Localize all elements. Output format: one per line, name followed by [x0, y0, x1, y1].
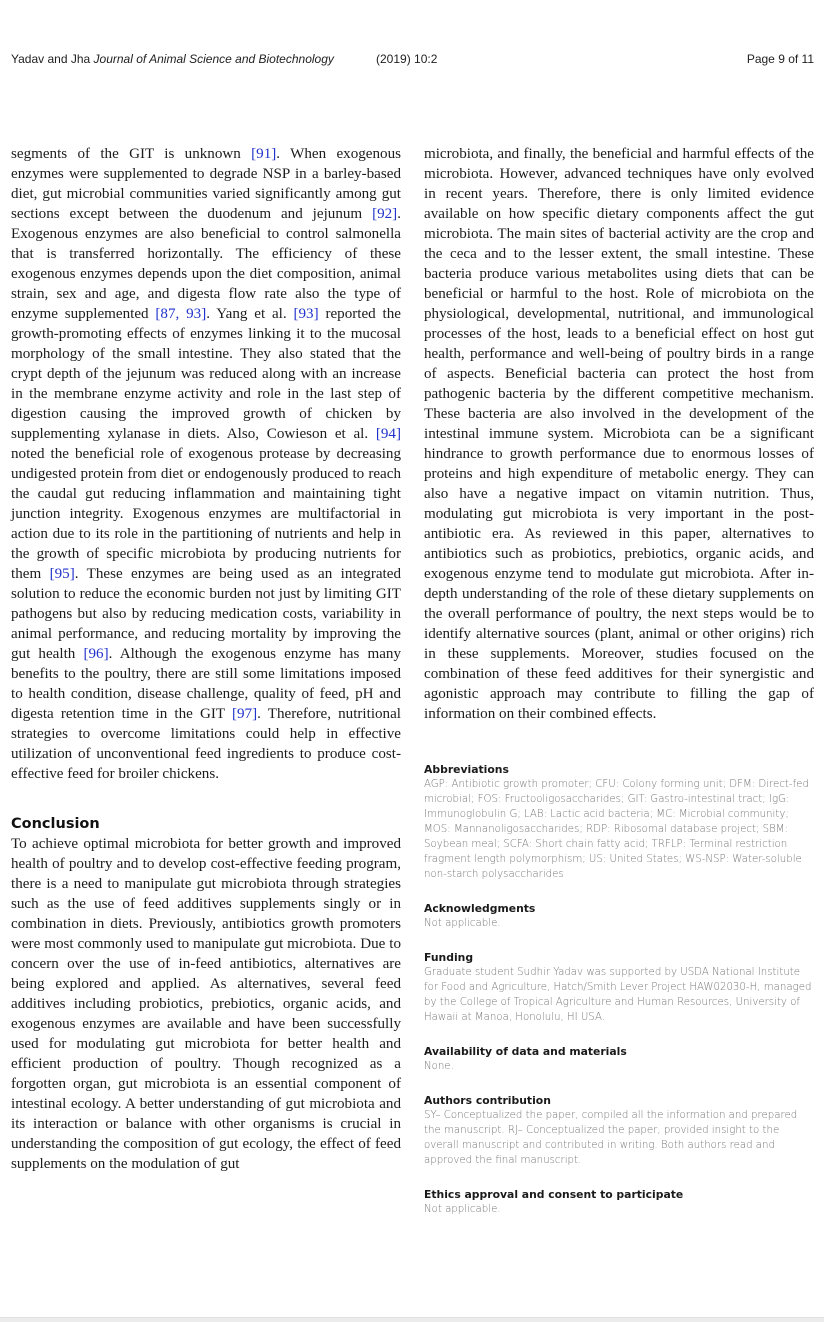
- abbreviations-text: AGP: Antibiotic growth promoter; CFU: Colony forming unit; DFM: Direct-fed microbial; FOS: Fructooligosaccharides; GIT: Gastro-intestinal tract; IgG: Immunoglobulin G; LAB: Lactic acid bacteria; MC: Microbial community; MOS: Mannanoligosaccharides; RDP: Ribosomal database project; SBM: Soybean meal; SCFA: Short chain fatty acid; TRFLP: Terminal restriction fragment length polymorphism; US: United States; WS-NSP: Water-soluble non-starch polysaccharides: [424, 779, 809, 880]
- authors-contribution-text: SY– Conceptualized the paper, compiled all the information and prepared the manuscript. RJ– Conceptualized the paper, provided insight to the overall manuscript and contributed in writing. Both authors read and approved the final manuscript.: [424, 1110, 798, 1166]
- citation-link[interactable]: [93]: [293, 306, 319, 322]
- acknowledgments-text: Not applicable.: [424, 918, 501, 929]
- conclusion-paragraph-continued: microbiota, and finally, the beneficial and harmful effects of the microbiota. However, advanced techniques have only evolved in recent years. Therefore, there is only limited evidence available on how specific dietary components affect the gut microbiota. The main sites of bacterial activity are the crop and the ceca and to the lesser extent, the small intestine. These bacteria produce various metabolites using diets that can be beneficial or harmful to the host. Role of microbiota on the physiological, developmental, nutritional, and immunological processes of the host, leads to a beneficial effect on host gut health, performance and well-being of poultry birds in a range of aspects. Beneficial bacteria can protect the host from pathogenic bacteria by the different competitive mechanism. These bacteria are also involved in the development of the intestinal immune system. Microbiota can be a significant hindrance to growth performance due to enormous losses of proteins and high expenditure of metabolic energy. They can also have a negative impact on vitamin nutrition. Thus, modulating gut microbiota is very important in the post-antibiotic era. As reviewed in this paper, alternatives to antibiotics such as probiotics, prebiotics, organic acids, and exogenous enzyme tend to modulate gut microbiota. After in-depth understanding of the role of these dietary supplements on the overall performance of poultry, the next steps would be to identify alternative sources (plant, animal or other origins) rich in these supplements. Moreover, studies focused on the combination of these feed additives for their synergistic and agonistic approach may contribute to filling the gap of information on their combined effects.: [424, 146, 814, 722]
- ethics-heading: Ethics approval and consent to participate: [424, 1188, 684, 1201]
- citation-link[interactable]: [87, 93]: [155, 306, 207, 322]
- header-volume: (2019) 10:2: [376, 52, 438, 66]
- conclusion-paragraph: To achieve optimal microbiota for better growth and improved health of poultry and to develop cost-effective feeding program, there is a need to manipulate gut microbiota through strategies such as the use of feed additives supplements singly or in combination in diets. Previously, antibiotics growth promoters were most commonly used to manipulate gut microbiota. Due to concern over the use of in-feed antibiotics, alternatives are being explored and applied. As alternatives, several feed additives including probiotics, prebiotics, organic acids, and exogenous enzymes are available and have been successfully used for modulating gut microbiota for better health and efficient production of poultry. Though recognized as a forgotten organ, gut microbiota is an essential component of intestinal ecology. A better understanding of gut microbiota and its interaction or balance with other organisms is crucial in understanding the composition of gut ecology, the effect of feed supplements on the modulation of gut: [11, 836, 401, 1172]
- running-header: [11, 52, 814, 70]
- left-column: [11, 144, 401, 1174]
- abbreviations-section: [424, 762, 816, 882]
- citation-link[interactable]: [94]: [375, 426, 401, 442]
- viewer-bottom-edge: [0, 1317, 824, 1322]
- backmatter: [424, 762, 816, 1236]
- header-authors: Yadav and Jha: [11, 52, 91, 66]
- availability-text: None.: [424, 1061, 454, 1072]
- ethics-text: Not applicable.: [424, 1204, 501, 1215]
- conclusion-section: [11, 814, 401, 1174]
- acknowledgments-section: [424, 901, 816, 931]
- citation-link[interactable]: [91]: [251, 146, 277, 162]
- authors-contribution-heading: Authors contribution: [424, 1094, 551, 1107]
- citation-link[interactable]: [96]: [83, 646, 109, 662]
- header-journal: Journal of Animal Science and Biotechnology: [93, 52, 334, 66]
- right-column: [424, 144, 814, 724]
- availability-heading: Availability of data and materials: [424, 1045, 627, 1058]
- citation-link[interactable]: [97]: [231, 706, 258, 722]
- header-page-number: Page 9 of 11: [746, 52, 814, 66]
- funding-section: [424, 950, 816, 1025]
- header-citation-left: [11, 52, 334, 66]
- body-paragraph-enzymes: segments of the GIT is unknown [91]. When exogenous enzymes were supplemented to degrade NSP in a barley-based diet, gut microbial communities varied significantly among gut sections except between the duodenum and jejunum [92]. Exogenous enzymes are also beneficial to control salmonella that is transferred horizontally. The efficiency of these exogenous enzymes depends upon the diet composition, animal strain, sex and age, and digesta flow rate also the type of enzyme supplemented [87, 93]. Yang et al. [93] reported the growth-promoting effects of enzymes linking it to the mucosal morphology of the small intestine. They also stated that the crypt depth of the jejunum was reduced along with an increase in the membrane enzyme activity and role in the last step of digestion causing the improved growth of chicken by supplementing xylanase in diets. Also, Cowieson et al. [94] noted the beneficial role of exogenous protease by decreasing undigested protein from diet or endogenously produced to reach the caudal gut reducing inflammation and maintaining tight junction integrity. Exogenous enzymes are multifactorial in action due to its role in the partitioning of nutrients and help in the growth of specific microbiota by producing nutrients for them [95]. These enzymes are being used as an integrated solution to reduce the economic burden not just by limiting GIT pathogens but also by reducing medication costs, variability in animal performance, and reducing mortality by improving the gut health [96]. Although the exogenous enzyme has many benefits to the poultry, there are still some limitations imposed to health condition, disease challenge, quality of feed, pH and digesta retention time in the GIT [97]. Therefore, nutritional strategies to overcome limitations could help in effective utilization of unconventional feed ingredients to produce cost-effective feed for broiler chickens.: [11, 146, 401, 782]
- ethics-section: [424, 1187, 816, 1217]
- funding-heading: Funding: [424, 951, 474, 964]
- availability-section: [424, 1044, 816, 1074]
- citation-link[interactable]: [92]: [372, 206, 398, 222]
- funding-text: Graduate student Sudhir Yadav was supported by USDA National Institute for Food and Agriculture, Hatch/Smith Lever Project HAW02030-H, managed by the College of Tropical Agriculture and Human Resources, University of Hawaii at Manoa, Honolulu, HI USA.: [424, 967, 812, 1023]
- authors-contribution-section: [424, 1093, 816, 1168]
- abbreviations-heading: Abbreviations: [424, 763, 509, 776]
- acknowledgments-heading: Acknowledgments: [424, 902, 536, 915]
- citation-link[interactable]: [95]: [49, 566, 75, 582]
- conclusion-heading: Conclusion: [11, 816, 100, 832]
